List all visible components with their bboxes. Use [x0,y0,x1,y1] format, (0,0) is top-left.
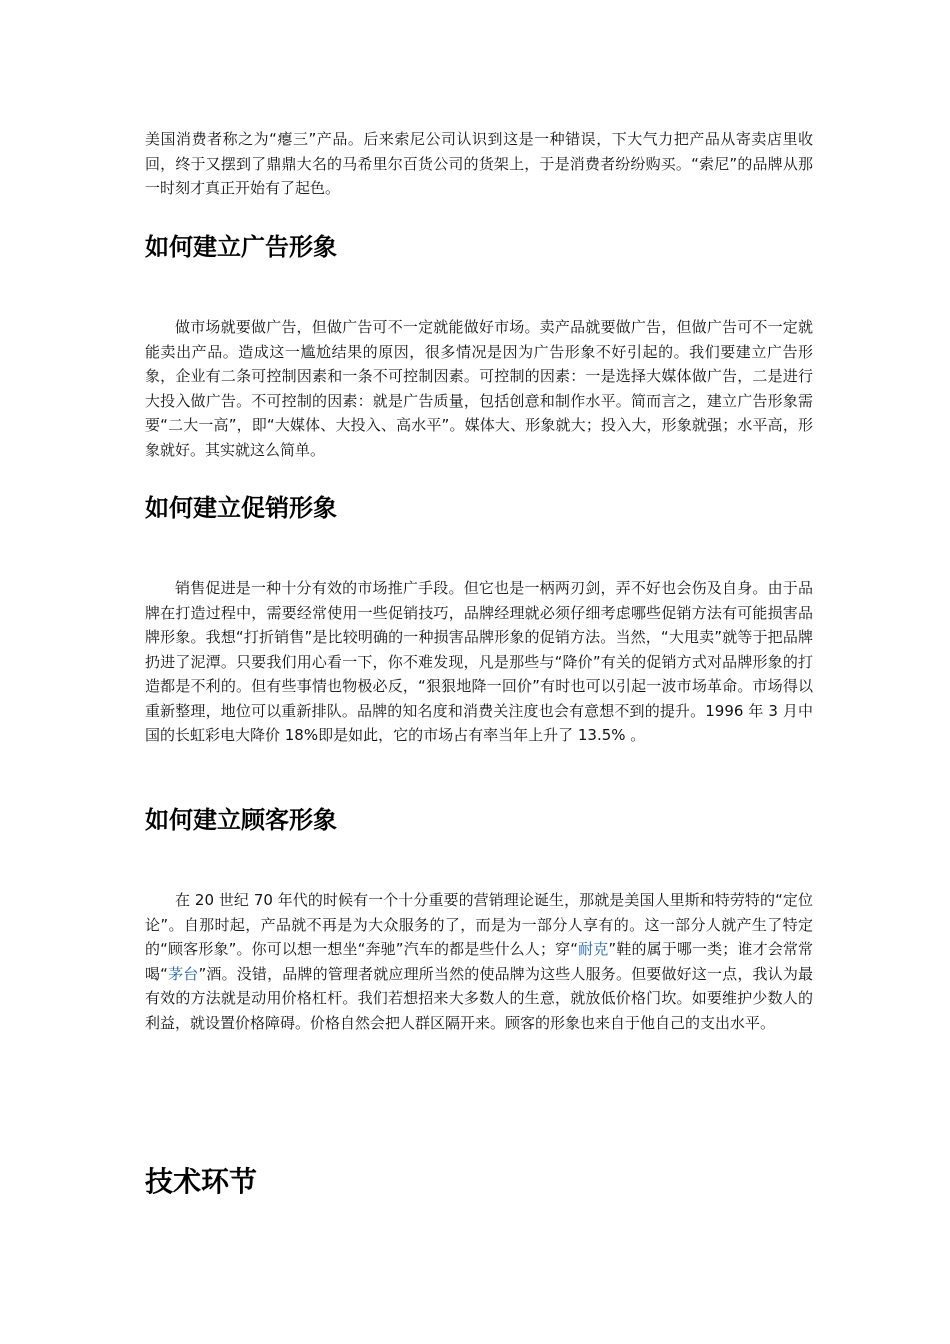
customer-paragraph [145,888,813,1035]
customer-text-part-3: ”酒。没错，品牌的管理者就应理所当然的使品牌为这些人服务。但要做好这一点，我认为最有效的方法就是动用价格杠杆。我们若想招来大多数人的生意，就放低价格门坎。如要维护少数人的利益，就设置价格障碍。价格自然会把人群区隔开来。顾客的形象也来自于他自己的支出水平。 [145,964,813,1032]
section-heading-tech: 技术环节 [145,1165,258,1198]
customer-text-part-1: 在 20 世纪 70 年代的时候有一个十分重要的营销理论诞生，那就是美国人里斯和特劳特的“定位论”。自那时起，产品就不再是为大众服务的了，而是为一部分人享有的。这一部分人就产生了特定的“顾客形象”。你可以想一想坐“奔驰”汽车的都是些什么人；穿“ [145,891,813,958]
nike-link[interactable]: 耐克 [578,940,609,958]
ad-paragraph: 做市场就要做广告，但做广告可不一定就能做好市场。卖产品就要做广告，但做广告可不一定就能卖出产品。造成这一尴尬结果的原因，很多情况是因为广告形象不好引起的。我们要建立广告形象，企业有二条可控制因素和一条不可控制因素。可控制的因素：一是选择大媒体做广告，二是进行大投入做广告。不可控制的因素：就是广告质量，包括创意和制作水平。简而言之，建立广告形象需要“二大一高”，即“大媒体、大投入、高水平”。媒体大、形象就大；投入大，形象就强；水平高，形象就好。其实就这么简单。 [145,318,813,459]
section-heading-ad: 如何建立广告形象 [145,233,337,261]
section-heading-promotion: 如何建立促销形象 [145,494,337,522]
promotion-paragraph: 销售促进是一种十分有效的市场推广手段。但它也是一柄两刃剑，弄不好也会伤及自身。由于品牌在打造过程中，需要经常使用一些促销技巧，品牌经理就必须仔细考虑哪些促销方法有可能损害品牌形象。我想“打折销售”是比较明确的一种损害品牌形象的促销方法。当然，“大甩卖”就等于把品牌扔进了泥潭。只要我们用心看一下，你不难发现，凡是那些与“降价”有关的促销方式对品牌形象的打造都是不利的。但有些事情也物极必反，“狠狠地降一回价”有时也可以引起一波市场革命。市场得以重新整理，地位可以重新排队。品牌的知名度和消费关注度也会有意想不到的提升。1996 年 3 月中国的长虹彩电大降价 18%即是如此，它的市场占有率当年上升了 13.5% 。 [145,579,813,744]
intro-paragraph: 美国消费者称之为“瘪三”产品。后来索尼公司认识到这是一种错误，下大气力把产品从寄卖店里收回，终于又摆到了鼎鼎大名的马希里尔百货公司的货架上，于是消费者纷纷购买。“索尼”的品牌从那一时刻才真正开始有了起色。 [145,130,813,197]
customer-text-part-2: ”鞋的属于哪一类；谁才会常常喝“ [145,940,813,983]
section-heading-customer: 如何建立顾客形象 [145,806,337,834]
maotai-link[interactable]: 茅台 [167,964,199,983]
